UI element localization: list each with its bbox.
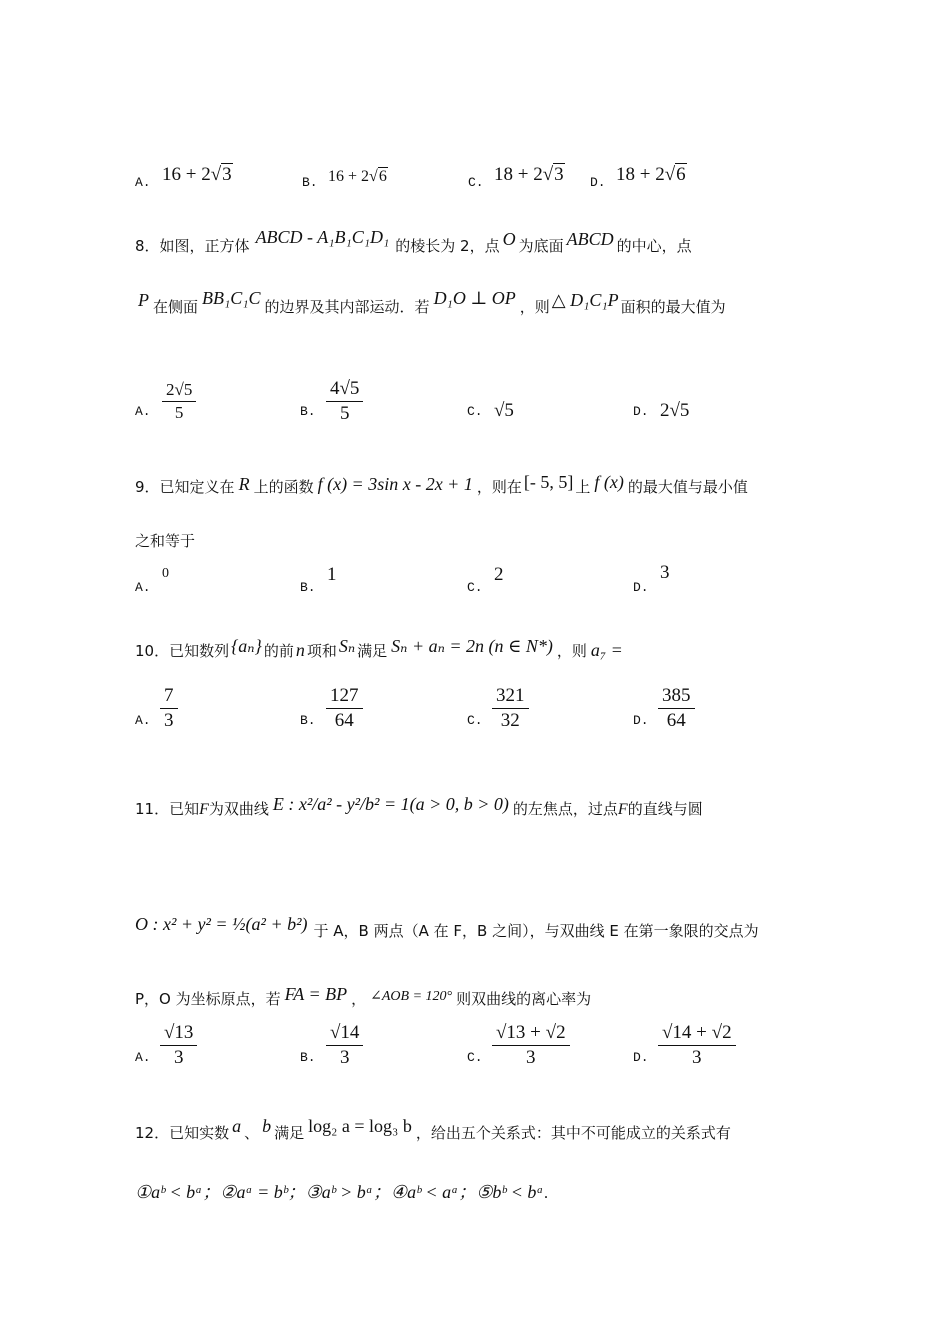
option-label: A. bbox=[135, 175, 151, 190]
q-text: 上的函数 bbox=[253, 478, 314, 496]
q-text: P，O 为坐标原点，若 bbox=[135, 990, 281, 1008]
math-interval: [- 5, 5] bbox=[523, 472, 574, 492]
math-var: a bbox=[232, 1116, 242, 1136]
option-value: $\frac{385}{64}$ bbox=[658, 685, 695, 732]
math-point: P bbox=[138, 290, 149, 310]
q-text: 满足 bbox=[357, 642, 388, 660]
q12-line-1 bbox=[135, 1116, 731, 1143]
math-set: R bbox=[238, 474, 250, 494]
q-text: 已知定义在 bbox=[159, 478, 235, 496]
q-text: ，则 bbox=[519, 298, 550, 316]
option-value: $\frac{4√5}{5}$ bbox=[326, 378, 363, 425]
option-value: 1 bbox=[327, 564, 337, 585]
math-face: BB₁C₁C bbox=[202, 288, 261, 308]
q12-line-2 bbox=[135, 1178, 548, 1204]
question-number: 10． bbox=[135, 642, 170, 660]
option-label: D. bbox=[633, 580, 649, 595]
option-label: D. bbox=[633, 1050, 649, 1065]
q-text: 面积的最大值为 bbox=[620, 298, 726, 316]
math-circle: O : x² + y² = ½(a² + b²) bbox=[135, 914, 308, 934]
q-text: 上 bbox=[575, 478, 591, 496]
math-var: F bbox=[199, 801, 209, 818]
math-base: ABCD bbox=[566, 229, 614, 249]
q8-line-1 bbox=[135, 227, 692, 256]
math-var: n bbox=[295, 640, 305, 660]
option-label: B. bbox=[302, 175, 318, 190]
q-text: 的直线与圆 bbox=[627, 800, 703, 818]
option-label: A. bbox=[135, 713, 151, 728]
q11-line-3 bbox=[135, 984, 592, 1009]
math-condition: FA = BP bbox=[284, 984, 348, 1004]
option-label: A. bbox=[135, 580, 151, 595]
option-label: C. bbox=[467, 1050, 483, 1065]
q-text: ，则在 bbox=[476, 478, 522, 496]
option-label: C. bbox=[467, 580, 483, 595]
math-term: a₇ = bbox=[590, 640, 623, 660]
q-text: 的前 bbox=[263, 642, 294, 660]
math-triangle: △ D₁C₁P bbox=[551, 290, 619, 310]
q-text: 已知实数 bbox=[169, 1124, 230, 1142]
q-text: 的中心，点 bbox=[616, 237, 692, 255]
option-value: $\frac{7}{3}$ bbox=[160, 685, 178, 732]
option-label: B. bbox=[300, 713, 316, 728]
q-text: 如图，正方体 bbox=[159, 237, 250, 255]
option-value: $\frac{√14}{3}$ bbox=[326, 1022, 363, 1069]
relation-1: ①aᵇ < bᵃ bbox=[135, 1182, 203, 1202]
math-var: b bbox=[262, 1116, 272, 1136]
math-function: f (x) bbox=[594, 472, 624, 492]
option-value: $\frac{127}{64}$ bbox=[326, 685, 363, 732]
q-text: 的最大值与最小值 bbox=[627, 478, 748, 496]
math-cube: ABCD - A₁B₁C₁D₁ bbox=[255, 227, 390, 247]
q-text: 已知数列 bbox=[169, 642, 230, 660]
q-text: 为双曲线 bbox=[208, 800, 269, 818]
q-text: 项和 bbox=[306, 642, 337, 660]
option-value: $\frac{√13}{3}$ bbox=[160, 1022, 197, 1069]
math-var: F bbox=[617, 801, 628, 818]
option-label: A. bbox=[135, 404, 151, 419]
q9-line-1 bbox=[135, 472, 748, 497]
q-text: 于 A，B 两点（A 在 F，B 之间），与双曲线 E 在第一象限的交点为 bbox=[313, 922, 759, 940]
option-label: C. bbox=[468, 175, 484, 190]
option-label: B. bbox=[300, 404, 316, 419]
option-label: B. bbox=[300, 1050, 316, 1065]
q-text: 的棱长为 2，点 bbox=[395, 237, 500, 255]
end-period: . bbox=[543, 1184, 549, 1202]
q-text: 为底面 bbox=[518, 237, 564, 255]
q-text: 在侧面 bbox=[153, 298, 199, 316]
math-equation: log₂ a = log₃ b bbox=[308, 1116, 412, 1136]
math-point: O bbox=[502, 229, 516, 249]
math-sum: Sₙ bbox=[338, 636, 356, 656]
q11-line-1 bbox=[135, 794, 703, 819]
relation-2: ；②aᵃ = bᵇ bbox=[202, 1182, 288, 1202]
q-text: 、 bbox=[244, 1124, 260, 1142]
option-value: 2√5 bbox=[660, 400, 690, 421]
q9-line-2: 之和等于 bbox=[135, 532, 196, 550]
q-text: 则双曲线的离心率为 bbox=[456, 990, 592, 1008]
relation-3: ；③aᵇ > bᵃ bbox=[287, 1182, 373, 1202]
option-value: 3 bbox=[660, 562, 670, 583]
option-value: √5 bbox=[494, 400, 514, 421]
option-label: D. bbox=[633, 713, 649, 728]
math-angle: ∠AOB = 120° bbox=[370, 989, 453, 1004]
math-sequence: {aₙ} bbox=[231, 636, 262, 656]
option-value: 0 bbox=[162, 566, 169, 581]
relation-4: ；④aᵇ < aᵃ bbox=[372, 1182, 459, 1202]
option-value: 18 + 2√6 bbox=[616, 164, 686, 185]
option-value: 16 + 2√6 bbox=[328, 168, 387, 185]
option-label: D. bbox=[590, 175, 606, 190]
math-condition: D₁O ⊥ OP bbox=[433, 288, 516, 308]
question-number: 12． bbox=[135, 1124, 170, 1142]
question-number: 9． bbox=[135, 478, 160, 496]
option-value: 18 + 2√3 bbox=[494, 164, 564, 185]
option-value: $\frac{2√5}{5}$ bbox=[162, 380, 196, 422]
q-text: 的边界及其内部运动．若 bbox=[264, 298, 430, 316]
q11-line-2 bbox=[135, 914, 759, 941]
q-text: ，给出五个关系式：其中不可能成立的关系式有 bbox=[415, 1124, 731, 1142]
q-text: 满足 bbox=[274, 1124, 305, 1142]
q-text: ， bbox=[351, 990, 367, 1008]
math-equation: Sₙ + aₙ = 2n (n ∈ N*) bbox=[391, 636, 553, 656]
q8-line-2 bbox=[138, 288, 726, 317]
q-text: 的左焦点，过点 bbox=[512, 800, 618, 818]
option-label: A. bbox=[135, 1050, 151, 1065]
math-function: f (x) = 3sin x - 2x + 1 bbox=[317, 474, 473, 494]
option-label: C. bbox=[467, 713, 483, 728]
option-value: 2 bbox=[494, 564, 504, 585]
option-value: $\frac{√13 + √2}{3}$ bbox=[492, 1022, 570, 1069]
relation-5: ；⑤bᵇ < bᵃ bbox=[458, 1182, 544, 1202]
option-label: B. bbox=[300, 580, 316, 595]
q-text: ，则 bbox=[556, 642, 587, 660]
option-value: 16 + 2√3 bbox=[162, 164, 232, 185]
question-number: 11． bbox=[135, 800, 170, 818]
math-hyperbola: E : x²/a² - y²/b² = 1(a > 0, b > 0) bbox=[272, 794, 509, 814]
option-label: D. bbox=[633, 404, 649, 419]
q-text: 已知 bbox=[169, 800, 200, 818]
q10-line-1 bbox=[135, 636, 627, 661]
option-value: $\frac{321}{32}$ bbox=[492, 685, 529, 732]
option-label: C. bbox=[467, 404, 483, 419]
question-number: 8． bbox=[135, 237, 160, 255]
option-value: $\frac{√14 + √2}{3}$ bbox=[658, 1022, 736, 1069]
